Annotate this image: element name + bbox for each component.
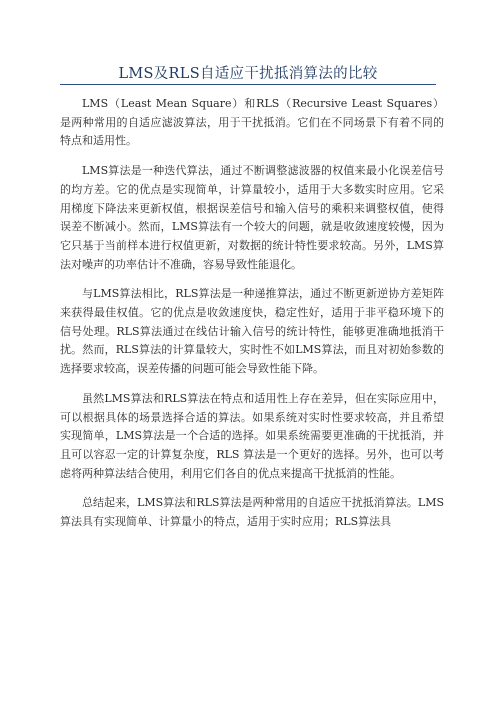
paragraph-1: LMS（Least Mean Square）和RLS（Recursive Least Squares）是两种常用的自适应滤波算法，用于干扰抵消。它们在不同场景下有着不同的特点和适用性。 xyxy=(60,97,444,148)
paragraph-5: 总结起来，LMS算法和RLS算法是两种常用的自适应干扰抵消算法。LMS算法具有实现简单、计算量小的特点，适用于实时应用；RLS算法具 xyxy=(60,496,444,529)
paragraph-2: LMS算法是一种迭代算法，通过不断调整滤波器的权值来最小化误差信号的均方差。它的优点是实现简单，计算量较小，适用于大多数实时应用。它采用梯度下降法来更新权值，根据误差信号和输入信号的乘积来调整权值，使得误差不断减小。然而，LMS算法有一个较大的问题，就是收敛速度较慢，因为它只基于当前样本进行权值更新，对数据的统计特性要求较高。另外，LMS算法对噪声的功率估计不准确，容易导致性能退化。 xyxy=(60,164,444,271)
paragraph-3: 与LMS算法相比，RLS算法是一种递推算法，通过不断更新逆协方差矩阵来获得最佳权值。它的优点是收敛速度快，稳定性好，适用于非平稳环境下的信号处理。RLS算法通过在线估计输入信号的统计特性，能够更准确地抵消干扰。然而，RLS算法的计算量较大，实时性不如LMS算法，而且对初始参数的选择要求较高，误差传播的问题可能会导致性能下降。 xyxy=(60,287,444,376)
title-underline xyxy=(60,84,436,85)
paragraph-4: 虽然LMS算法和RLS算法在特点和适用性上存在差异，但在实际应用中，可以根据具体的场景选择合适的算法。如果系统对实时性要求较高，并且希望实现简单，LMS算法是一个合适的选择。如果系统需要更准确的干扰抵消，并且可以容忍一定的计算复杂度，RLS 算法是一个更好的选择。另外，也可以考虑将两种算法结合使用，利用它们各自的优点来提高干扰抵消的性能。 xyxy=(60,391,444,480)
document-title: LMS及RLS自适应干扰抵消算法的比较 xyxy=(118,66,378,82)
document-body xyxy=(60,95,444,532)
